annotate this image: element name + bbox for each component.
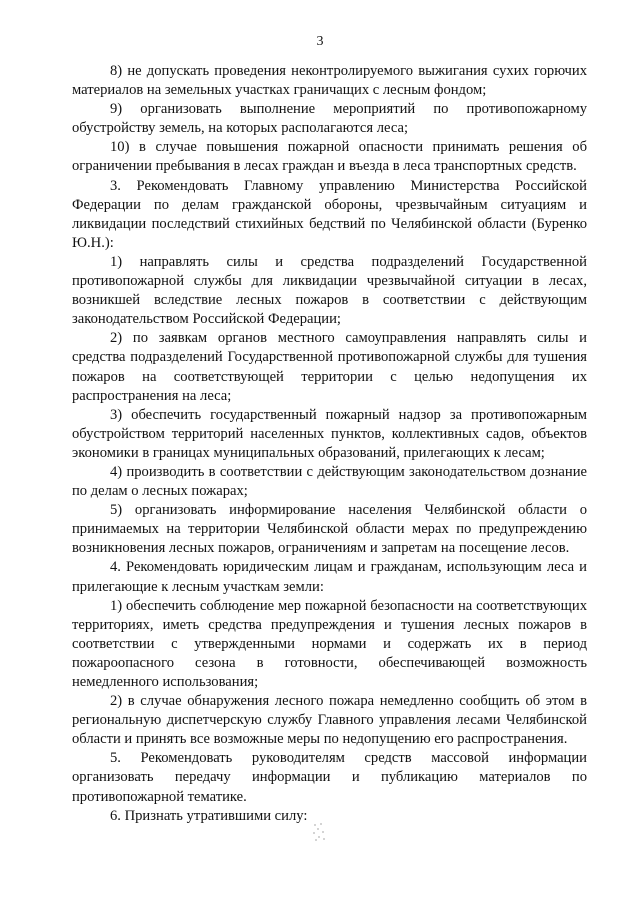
paragraph-section-3-item-1: 1) направлять силы и средства подразделений Государственной противопожарной службы для ликвидации чрезвычайной ситуации в лесах, возникшей вследствие лесных пожаров в соответствии с действующим законодательством Российской Федерации; [72,253,587,328]
paragraph-section-3-item-2: 2) по заявкам органов местного самоуправления направлять силы и средства подразделений Государственной противопожарной службы для тушения пожаров на соответствующей территории с целью недопущения их распространения на леса; [72,330,587,404]
paragraph-section-4-item-2: 2) в случае обнаружения лесного пожара немедленно сообщить об этом в региональную диспетчерскую службу Главного управления лесами Челябинской области и принять все возможные меры по недопущению его распространения. [72,693,587,748]
paragraph-section-3-item-3: 3) обеспечить государственный пожарный надзор за противопожарным обустройством территорий населенных пунктов, коллективных садов, объектов экономики в границах муниципальных образований, прилегающих к лесам; [72,406,587,461]
paragraph-section-3-item-5: 5) организовать информирование населения Челябинской области о принимаемых на территории Челябинской области мерах по предупреждению возникновения лесных пожаров, ограничениям и запретам на посещение лесов. [72,502,587,557]
paragraph-section-5: 5. Рекомендовать руководителям средств массовой информации организовать передачу информации и публикацию материалов по противопожарной тематике. [72,750,587,805]
paragraph-item-8: 8) не допускать проведения неконтролируемого выжигания сухих горючих материалов на земельных участках граничащих с лесным фондом; [72,63,587,99]
paragraph-section-6: 6. Признать утратившими силу: [110,807,308,824]
paragraph-section-3-item-4: 4) производить в соответствии с действующим законодательством дознание по делам о лесных пожарах; [72,463,587,500]
paragraph-section-3: 3. Рекомендовать Главному управлению Министерства Российской Федерации по делам гражданской обороны, чрезвычайным ситуациям и ликвидации последствий стихийных бедствий по Челябинской области (Буренко Ю.Н.): [72,177,587,251]
scan-speck-mark [312,822,326,842]
paragraph-section-4-item-1: 1) обеспечить соблюдение мер пожарной безопасности на соответствующих территориях, иметь средства предупреждения и тушения лесных пожаров в соответствии с утвержденными нормами и содержать их в период пожароопасного сезона в готовности, обеспечивающей возможность немедленного использования; [72,597,587,690]
paragraph-section-4: 4. Рекомендовать юридическим лицам и гражданам, использующим леса и прилегающие к лесным участкам земли: [72,559,587,595]
paragraph-item-9: 9) организовать выполнение мероприятий по противопожарному обустройству земель, на которых располагаются леса; [72,101,587,137]
paragraph-item-10: 10) в случае повышения пожарной опасности принимать решения об ограничении пребывания в лесах граждан и въезда в леса транспортных средств. [72,139,587,175]
document-body [72,62,587,826]
page-number: 3 [316,34,324,49]
